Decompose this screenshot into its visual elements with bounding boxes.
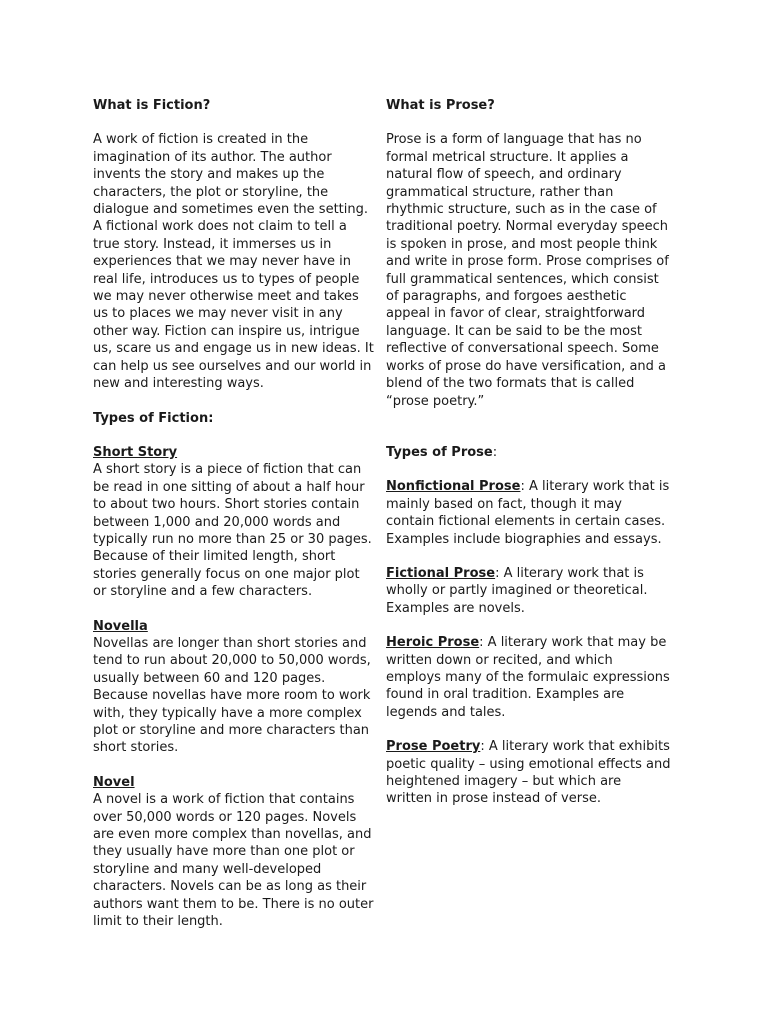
prose-type-poetry <box>386 738 671 808</box>
fiction-body: A work of fiction is created in the imagination of its author. The author invents the story and makes up the characters, the plot or storyline, the dialogue and sometimes even the setting. A fictional work does not claim to tell a true story. Instead, it immerses us in experiences that we may never have in real life, introduces us to types of people we may never otherwise meet and takes us to places we may never visit in any other way. Fiction can inspire us, intrigue us, scare us and engage us in new ideas. It can help us see ourselves and our world in new and interesting ways. <box>93 132 374 392</box>
prose-type-body: : A literary work that exhibits poetic quality – using emotional effects and heightened imagery – but which are written in prose instead of verse. <box>386 739 671 807</box>
prose-type-body: : A literary work that may be written down or recited, and which employs many of the formulaic expressions found in oral tradition. Examples are legends and tales. <box>386 635 670 720</box>
prose-heading: What is Prose? <box>386 98 495 113</box>
fiction-column <box>93 97 375 930</box>
fiction-type-title: Novel <box>93 774 135 790</box>
prose-type-body: : A literary work that is mainly based on fact, though it may contain fictional elements in certain cases. Examples include biographies and essays. <box>386 479 670 547</box>
prose-body: Prose is a form of language that has no formal metrical structure. It applies a natural flow of speech, and ordinary grammatical structure, rather than rhythmic structure, such as in the case of traditional poetry. Normal everyday speech is spoken in prose, and most people think and write in prose form. Prose comprises of full grammatical sentences, which consist of paragraphs, and forgoes aesthetic appeal in favor of clear, straightforward language. It can be said to be the most reflective of conversational speech. Some works of prose do have versification, and a blend of the two formats that is called “prose poetry.” <box>386 132 669 409</box>
fiction-type-body: Novellas are longer than short stories and tend to run about 20,000 to 50,000 words, usually between 60 and 120 pages. Because novellas have more room to work with, they typically have a more complex plot or storyline and more characters than short stories. <box>93 635 371 756</box>
prose-type-title: Fictional Prose <box>386 565 496 581</box>
fiction-type-title: Novella <box>93 618 148 634</box>
prose-types-heading-colon: : <box>492 444 498 460</box>
prose-types-heading-line <box>386 444 671 461</box>
prose-type-nonfictional <box>386 478 671 548</box>
fiction-types-heading: Types of Fiction: <box>93 410 214 426</box>
prose-type-body: : A literary work that is wholly or partly imagined or theoretical. Examples are novels. <box>386 565 648 616</box>
prose-type-title: Prose Poetry <box>386 739 481 755</box>
fiction-type-novel <box>93 774 375 931</box>
fiction-type-novella <box>93 618 375 757</box>
prose-column <box>386 97 671 808</box>
prose-type-fictional <box>386 565 671 617</box>
fiction-type-short-story <box>93 444 375 601</box>
fiction-type-title: Short Story <box>93 444 178 460</box>
fiction-heading: What is Fiction? <box>93 98 211 113</box>
fiction-type-body: A short story is a piece of fiction that can be read in one sitting of about a half hour to about two hours. Short stories contain between 1,000 and 20,000 words and typically run no more than 25 or 30 pages. Because of their limited length, short stories generally focus on one major plot or storyline and a few characters. <box>93 462 372 600</box>
fiction-type-body: A novel is a work of fiction that contains over 50,000 words or 120 pages. Novels are even more complex than novellas, and they usually have more than one plot or storyline and many well-developed characters. Novels can be as long as their authors want them to be. There is no outer limit to their length. <box>93 792 374 930</box>
prose-type-heroic <box>386 634 671 721</box>
prose-type-title: Heroic Prose <box>386 635 480 651</box>
prose-types-heading: Types of Prose <box>386 444 493 460</box>
prose-type-title: Nonfictional Prose <box>386 479 521 495</box>
